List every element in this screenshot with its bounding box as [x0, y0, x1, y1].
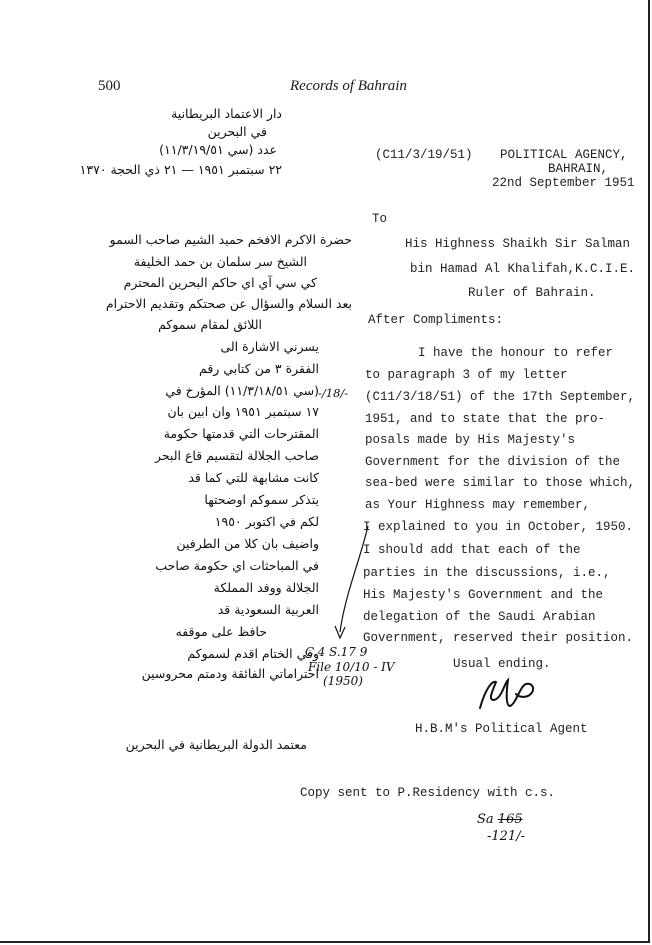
- addressee-line-3: Ruler of Bahrain.: [468, 286, 596, 300]
- agency-line-2: BAHRAIN,: [548, 162, 609, 176]
- arabic-header-line-1: دار الاعتماد البريطانية: [171, 106, 282, 121]
- arabic-header-line-3: عدد (سي ١١/٣/١٩/٥١): [159, 142, 277, 157]
- salutation: After Compliments:: [368, 313, 504, 327]
- body-line-1: I have the honour to refer: [418, 346, 614, 360]
- arabic-body-line-6: يسرني الاشارة الى: [220, 339, 319, 354]
- arabic-body-line-11: صاحب الجلالة لتقسيم قاع البحر: [154, 448, 319, 463]
- running-title: Records of Bahrain: [290, 78, 407, 94]
- filing-line-1: C.4 S.17 9: [305, 645, 368, 659]
- reference-number: (C11/3/19/51): [375, 148, 473, 162]
- arrow-shaft: [340, 526, 368, 632]
- closing: Usual ending.: [453, 657, 551, 671]
- arabic-body-line-2: الشيخ سر سلمان بن حمد الخليفة: [133, 254, 307, 269]
- body-line-7: sea-bed were similar to those which,: [365, 476, 636, 490]
- handwritten-signature-mark: [470, 670, 550, 715]
- body-line-8: as Your Highness may remember,: [365, 498, 591, 512]
- arabic-body-line-3: كي سي آي اي حاكم البحرين المحترم: [123, 275, 317, 290]
- corner-note: [477, 812, 523, 827]
- arabic-body-line-12: كانت مشابهة للتي كما قد: [188, 470, 319, 485]
- body-line-5: posals made by His Majesty's: [365, 433, 576, 447]
- body-line-14: Government, reserved their position.: [363, 631, 634, 645]
- signatory-title: H.B.M's Political Agent: [415, 722, 588, 736]
- arabic-header-line-4: ٢٢ سبتمبر ١٩٥١ — ٢١ ذي الحجة ١٣٧٠: [79, 162, 282, 177]
- agency-line-1: POLITICAL AGENCY,: [500, 148, 628, 162]
- body-line-2: to paragraph 3 of my letter: [365, 368, 568, 382]
- arabic-body-line-10: المقترحات التي قدمتها حكومة: [163, 426, 319, 441]
- arabic-body-line-5: اللائق لمقام سموكم: [158, 317, 262, 332]
- addressee-line-2: bin Hamad Al Khalifah,K.C.I.E.: [410, 262, 636, 276]
- body-line-10: I should add that each of the: [363, 543, 581, 557]
- arabic-body-line-13: يتذكر سموكم اوضحتها: [204, 492, 319, 507]
- body-line-6: Government for the division of the: [365, 455, 621, 469]
- corner-note-struck: 165: [497, 812, 523, 827]
- arabic-body-line-20: وفي الختام اقدم لسموكم: [187, 646, 319, 661]
- body-line-9: I explained to you in October, 1950.: [363, 520, 634, 534]
- arabic-body-line-7: الفقرة ٣ من كتابي رقم: [199, 361, 319, 376]
- body-line-13: delegation of the Saudi Arabian: [363, 610, 596, 624]
- corner-note-text: Sa: [477, 812, 494, 827]
- body-line-4: 1951, and to state that the pro-: [365, 412, 606, 426]
- arabic-body-line-15: واضيف بان كلا من الطرفين: [176, 536, 319, 551]
- arabic-body-line-8: (سي ١١/٣/١٨/٥١) المؤرخ في: [165, 383, 319, 398]
- arabic-body-line-18: العربية السعودية قد: [217, 602, 319, 617]
- corner-number: -121/-: [487, 829, 525, 844]
- margin-reference: -/18/-: [318, 386, 349, 400]
- filing-line-3: (1950): [323, 674, 363, 688]
- to-label: To: [372, 212, 388, 226]
- letter-date: 22nd September 1951: [492, 176, 635, 190]
- arabic-body-line-1: حضرة الاكرم الافخم حميد الشيم صاحب السمو: [109, 232, 352, 247]
- arabic-body-line-19: حافظ على موقفه: [175, 624, 267, 639]
- body-line-12: His Majesty's Government and the: [363, 588, 604, 602]
- arabic-body-line-16: في المباحثات اي حكومة صاحب: [155, 558, 319, 573]
- arabic-body-line-17: الجلالة ووفد المملكة: [213, 580, 319, 595]
- arabic-signature: معتمد الدولة البريطانية في البحرين: [125, 737, 307, 752]
- arabic-body-line-21: احتراماتي الفائقة ودمتم محروسين: [141, 666, 319, 681]
- copy-note: Copy sent to P.Residency with c.s.: [300, 786, 556, 800]
- body-line-11: parties in the discussions, i.e.,: [363, 566, 611, 580]
- filing-line-2: File 10/10 - IV: [308, 660, 395, 674]
- addressee-line-1: His Highness Shaikh Sir Salman: [405, 237, 631, 251]
- arrow-annotation: [320, 520, 380, 650]
- arabic-body-line-9: ١٧ سبتمبر ١٩٥١ وان ابين بان: [167, 404, 319, 419]
- arabic-body-line-4: بعد السلام والسؤال عن صحتكم وتقديم الاحترام: [105, 296, 352, 311]
- arabic-body-line-14: لكم في اكتوبر ١٩٥٠: [214, 514, 319, 529]
- page-number: 500: [98, 78, 121, 94]
- arabic-header-line-2: في البحرين: [207, 124, 267, 139]
- body-line-3: (C11/3/18/51) of the 17th September,: [365, 390, 636, 404]
